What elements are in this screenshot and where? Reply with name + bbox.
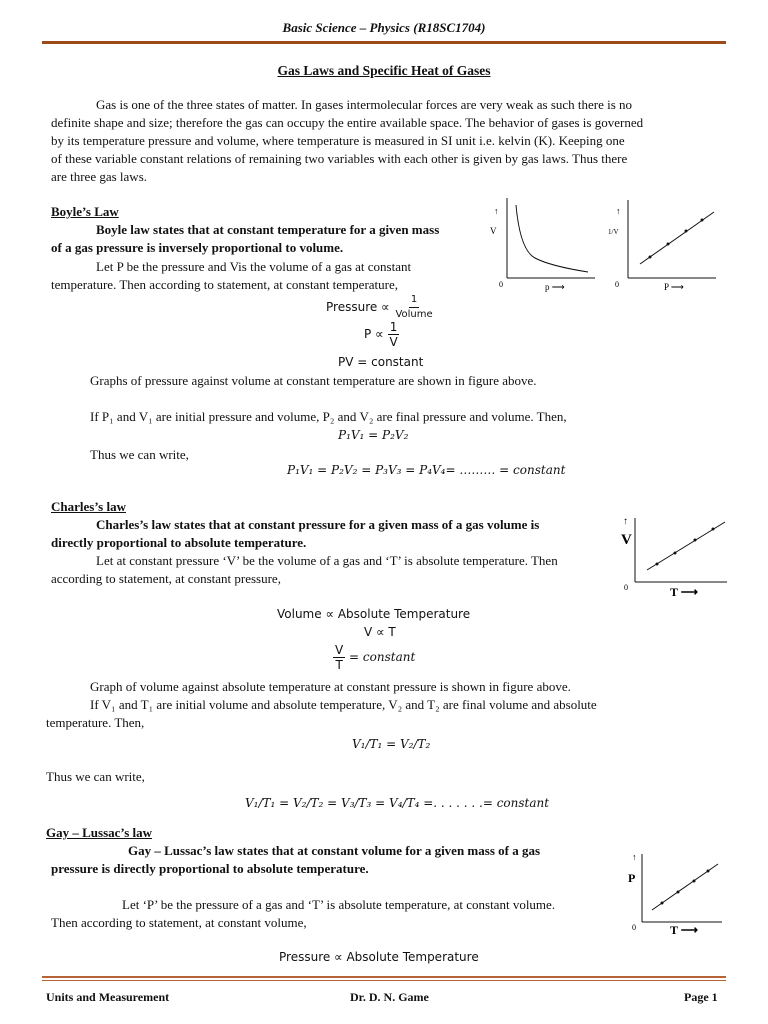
boyle-thus: Thus we can write, (90, 447, 189, 462)
intro-line-5: are three gas laws. (51, 169, 148, 184)
gay-text-1: Let ‘P’ be the pressure of a gas and ‘T’ is absolute temperature, at constant volume. (122, 897, 556, 912)
header-rule (42, 41, 726, 44)
gay-statement-2: pressure is directly proportional to absolute temperature. (51, 861, 369, 876)
boyle-eq4: P₁V₁ = P₂V₂ (338, 428, 409, 442)
intro-line-1: Gas is one of the three states of matter. In gases intermolecular forces are very weak as such there is no (96, 97, 633, 112)
graph-arrow-up-icon: ↑ (623, 516, 628, 527)
boyle-statement-1: Boyle law states that at constant temperature for a given mass (96, 222, 440, 237)
boyle-pv-graph (490, 190, 600, 295)
boyle-eq3: PV = constant (338, 355, 424, 369)
footer-left: Units and Measurement (46, 990, 170, 1004)
charles-eq3: $\frac{V}{T}$ = constant (335, 643, 416, 672)
document-title: Gas Laws and Specific Heat of Gases (277, 63, 491, 78)
graph-arrow-up-icon: ↑ (632, 852, 637, 862)
gay-eq1: Pressure ∝ Absolute Temperature (279, 950, 479, 964)
intro-line-4: of these variable constant relations of remaining two variables with each other is given by gas laws. Thus there (51, 151, 628, 166)
footer-rule-top (42, 976, 726, 978)
boyle-inverse-graph (606, 190, 724, 295)
charles-eq1: Volume ∝ Absolute Temperature (277, 607, 471, 621)
charles-if-text-1: If V₁ and T₁ are initial volume and absolute temperature, V₂ and T₂ are final volume and absolute (90, 697, 597, 712)
gay-pt-graph (622, 838, 728, 938)
boyle-graphs-text: Graphs of pressure against volume at constant temperature are shown in figure above. (90, 373, 537, 388)
charles-text-2: according to statement, at constant pressure, (51, 571, 281, 586)
footer-rule-bottom (42, 980, 726, 981)
boyle-heading: Boyle’s Law (51, 204, 119, 219)
boyle-text-1: Let P be the pressure and Vis the volume of a gas at constant (96, 259, 412, 274)
boyle-statement-2: of a gas pressure is inversely proportional to volume. (51, 240, 344, 255)
charles-thus: Thus we can write, (46, 769, 145, 784)
footer-page-number: Page 1 (684, 990, 718, 1004)
hyperbola-curve (516, 205, 588, 272)
gay-text-2: Then according to statement, at constant volume, (51, 915, 307, 930)
boyle-graph1-origin: 0 (499, 280, 503, 289)
gay-heading: Gay – Lussac’s law (46, 825, 153, 840)
charles-heading: Charles’s law (51, 499, 126, 514)
charles-vt-graph (615, 498, 730, 600)
boyle-eq5: P₁V₁ = P₂V₂ = P₃V₃ = P₄V₄= ……… = constant (287, 463, 566, 477)
intro-line-2: definite shape and size; therefore the gas can occupy the entire available space. The behavior of gases is governed (51, 115, 644, 130)
charles-text-1: Let at constant pressure ‘V’ be the volume of a gas and ‘T’ is absolute temperature. Then (96, 553, 558, 568)
charles-if-text-2: temperature. Then, (46, 715, 145, 730)
boyle-eq2: P ∝ $\frac{1}{V}$ (364, 320, 398, 349)
graph-arrow-up-icon: ↑ (494, 206, 499, 216)
graph-arrow-up-icon: ↑ (616, 206, 621, 216)
charles-statement-1: Charles’s law states that at constant pressure for a given mass of a gas volume is (96, 517, 540, 532)
charles-graph-origin: 0 (624, 583, 628, 592)
charles-graph-text: Graph of volume against absolute temperature at constant pressure is shown in figure above. (90, 679, 571, 694)
gay-graph-origin: 0 (632, 923, 636, 932)
gay-graph-ylabel: P (628, 871, 636, 885)
charles-graph-xlabel: T ⟶ (670, 585, 698, 599)
boyle-graph2-origin: 0 (615, 280, 619, 289)
boyle-graph1-xlabel: p ⟶ (545, 282, 565, 292)
boyle-graph1-ylabel: V (490, 226, 497, 236)
boyle-if-text: If P₁ and V₁ are initial pressure and volume, P₂ and V₂ are final pressure and volume. Then, (90, 409, 567, 424)
gay-graph-xlabel: T ⟶ (670, 923, 698, 937)
charles-eq5: V₁/T₁ = V₂/T₂ = V₃/T₃ = V₄/T₄ =. . . . . . .= constant (245, 796, 550, 810)
boyle-eq1: Pressure ∝ $\frac{1}{\text{Volume}}$ (326, 294, 433, 320)
intro-line-3: by its temperature pressure and volume, where temperature is measured in SI unit i.e. kelvin (K). Keeping one (51, 133, 625, 148)
charles-statement-2: directly proportional to absolute temperature. (51, 535, 307, 550)
charles-graph-ylabel: V (621, 532, 632, 548)
footer-center: Dr. D. N. Game (350, 990, 429, 1004)
page-header-title: Basic Science – Physics (R18SC1704) (282, 20, 486, 35)
boyle-text-2: temperature. Then according to statement, at constant temperature, (51, 277, 399, 292)
charles-eq4: V₁/T₁ = V₂/T₂ (352, 737, 431, 751)
gay-statement-1: Gay – Lussac’s law states that at constant volume for a given mass of a gas (128, 843, 541, 858)
boyle-graph2-ylabel: 1/V (608, 228, 619, 236)
boyle-graph2-xlabel: P ⟶ (664, 282, 684, 292)
charles-eq2: V ∝ T (364, 625, 396, 639)
intro-paragraph (51, 96, 720, 186)
